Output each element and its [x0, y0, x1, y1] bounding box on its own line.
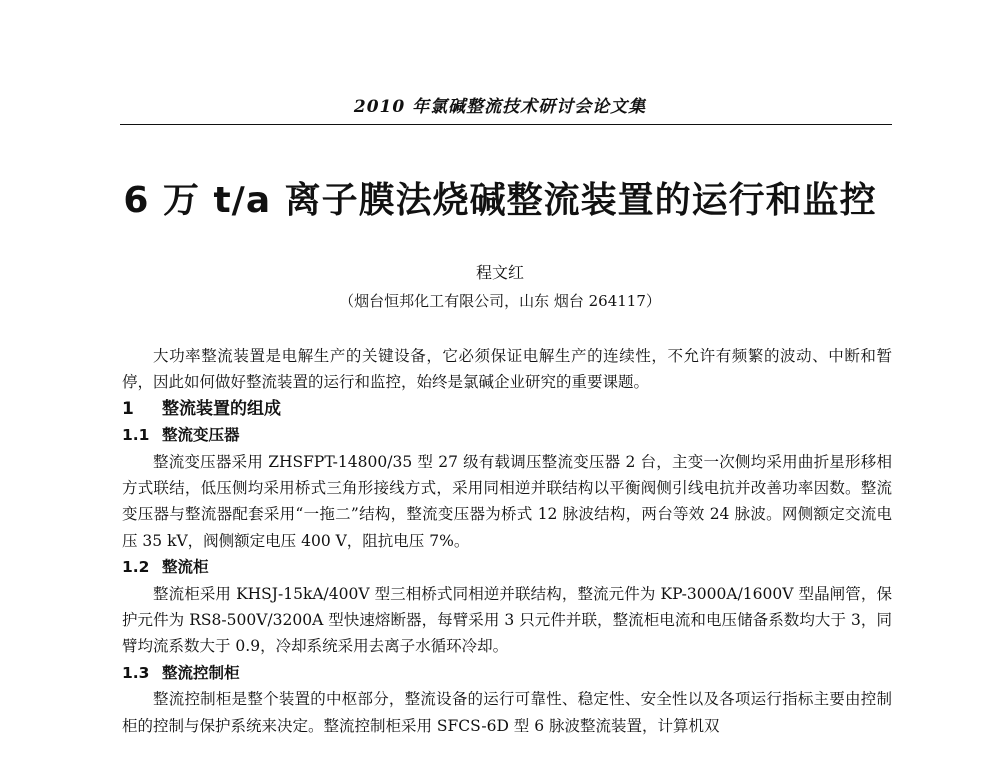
header-rule: [120, 124, 892, 125]
subsection-heading-1-2: [122, 554, 892, 580]
section-title: 整流控制柜: [162, 663, 240, 682]
section-title: 整流变压器: [162, 426, 240, 445]
author-name: 程文红: [475, 263, 524, 282]
author-affiliation: （烟台恒邦化工有限公司，山东 烟台 264117）: [339, 292, 661, 310]
section-number: 1.1: [122, 426, 150, 445]
subsection-paragraph-1-1: 整流变压器采用 ZHSFPT-14800/35 型 27 级有载调压整流变压器 2 台，主变一次侧均采用曲折星形移相方式联结，低压侧均采用桥式三角形接线方式，采用同相逆并联结构以平衡阀侧引线电抗并改善功率因数。整流变压器与整流器配套采用“一拖二”结构，整流变压器为桥式 12 脉波结构，两台等效 24 脉波。网侧额定交流电压 35 kV，阀侧额定电压 400 V，阻抗电压 7%。: [122, 452, 892, 550]
article-body: [122, 343, 892, 739]
section-heading-1: [122, 396, 892, 422]
section-title: 整流柜: [162, 558, 209, 577]
section-title: 整流装置的组成: [162, 398, 281, 419]
article-title: 6 万 t/a 离子膜法烧碱整流装置的运行和监控: [123, 180, 877, 221]
subsection-heading-1-3: [122, 660, 892, 686]
subsection-heading-1-1: [122, 422, 892, 448]
subsection-paragraph-1-2: 整流柜采用 KHSJ-15kA/400V 型三相桥式同相逆并联结构，整流元件为 KP-3000A/1600V 型晶闸管，保护元件为 RS8-500V/3200A 型快速熔断器，每臂采用 3 只元件并联，整流柜电流和电压储备系数均大于 3，同臂均流系数大于 0.9，冷却系统采用去离子水循环冷却。: [122, 584, 892, 656]
subsection-paragraph-1-3: 整流控制柜是整个装置的中枢部分，整流设备的运行可靠性、稳定性、安全性以及各项运行指标主要由控制柜的控制与保护系统来决定。整流控制柜采用 SFCS-6D 型 6 脉波整流装置，计算机双: [122, 690, 892, 735]
section-number: 1.2: [122, 558, 150, 577]
section-number: 1.3: [122, 663, 150, 682]
section-number: 1: [122, 398, 134, 419]
running-header: 2010 年氯碱整流技术研讨会论文集: [353, 97, 647, 117]
intro-paragraph: 大功率整流装置是电解生产的关键设备，它必须保证电解生产的连续性，不允许有频繁的波动、中断和暂停，因此如何做好整流装置的运行和监控，始终是氯碱企业研究的重要课题。: [122, 347, 892, 392]
